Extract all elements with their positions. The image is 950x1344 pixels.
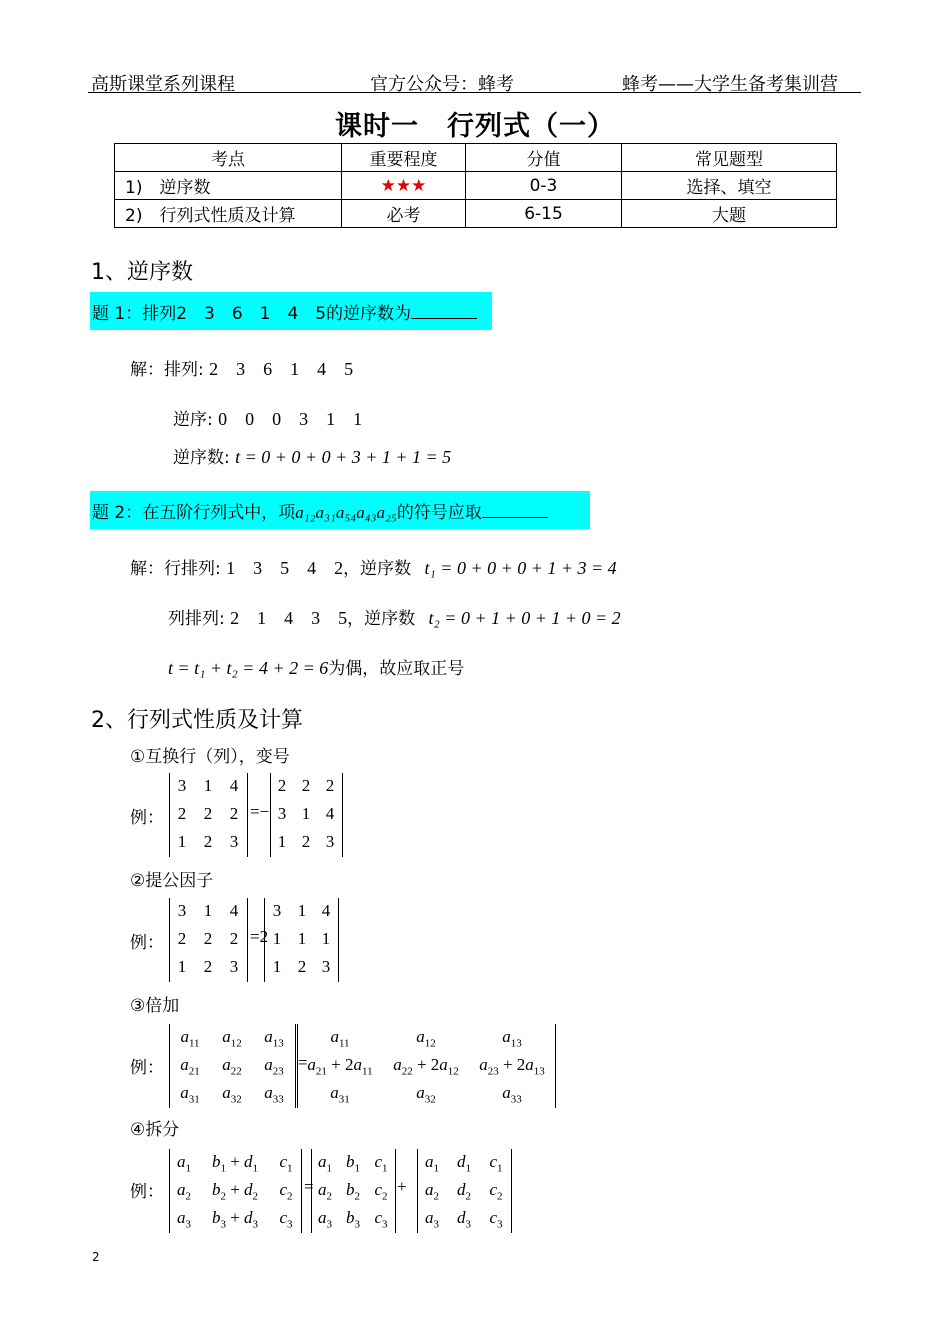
matrix-entry: $d_3$	[457, 1208, 471, 1231]
matrix-entry: 1	[203, 901, 213, 920]
determinant-bar-right	[511, 1149, 512, 1233]
matrix-entry: $c_1$	[374, 1152, 388, 1175]
term-expression: a₁₂a₃₁a₅₄a₄₃a₂₅	[295, 503, 397, 522]
table-header: 常见题型	[622, 144, 837, 172]
determinant-operator: =	[298, 1053, 308, 1072]
table-cell: 1) 逆序数	[115, 172, 342, 200]
col-permutation: 2 1 4 3 5	[230, 608, 348, 628]
matrix-entry: $d_2$	[457, 1180, 471, 1203]
matrix-entry: $c_2$	[489, 1180, 503, 1203]
matrix-entry: 1	[297, 901, 307, 920]
matrix-entry: $c_3$	[279, 1208, 293, 1231]
matrix-entry: 1	[203, 776, 213, 795]
table-header: 考点	[115, 144, 342, 172]
table-cell: 6-15	[466, 200, 622, 228]
matrix-entry: 2	[229, 804, 239, 823]
header-center: 官方公众号：蜂考	[370, 74, 514, 95]
property-1: ①互换行（列），变号	[130, 747, 290, 767]
matrix-entry: $d_1$	[457, 1152, 471, 1175]
matrix-entry: $c_3$	[374, 1208, 388, 1231]
matrix-entry: $c_1$	[489, 1152, 503, 1175]
matrix-entry: $a_2$	[318, 1180, 332, 1203]
matrix-entry: 2	[177, 804, 187, 823]
matrix-entry: $a_{32}$	[416, 1083, 436, 1106]
importance-stars: ★★★	[342, 172, 466, 200]
matrix-entry: 3	[229, 957, 239, 976]
matrix-entry: $a_{13}$	[502, 1027, 522, 1050]
answer-blank	[482, 501, 548, 518]
table-row	[115, 200, 837, 228]
table-cell: 大题	[622, 200, 837, 228]
count-expression: t = 0 + 0 + 0 + 3 + 1 + 1 = 5	[235, 447, 452, 467]
matrix-entry: 2	[301, 832, 311, 851]
row-permutation: 1 3 5 4 2	[226, 558, 344, 578]
matrix-entry: $b_1$	[346, 1152, 360, 1175]
page-number: 2	[92, 1250, 100, 1264]
final-text: 为偶，故应取正号	[328, 659, 465, 679]
matrix-entry: 2	[177, 929, 187, 948]
matrix-entry: $a_{11}$	[180, 1027, 200, 1050]
matrix-entry: 1	[272, 929, 282, 948]
determinant-operator: =	[304, 1177, 314, 1196]
example-label: 例：	[130, 808, 164, 828]
matrix-entry: $c_1$	[279, 1152, 293, 1175]
header-right: 蜂考——大学生备考集训营	[622, 74, 838, 95]
matrix-entry: 3	[229, 832, 239, 851]
matrix-entry: 1	[272, 957, 282, 976]
matrix-entry: $a_{33}$	[264, 1083, 284, 1106]
inversion-label: 逆序:	[173, 410, 213, 430]
q1-count-line	[173, 443, 451, 468]
property-3: ③倍加	[130, 996, 180, 1016]
matrix-entry: $a_{22} + 2a_{12}$	[393, 1055, 459, 1078]
matrix-entry: $c_2$	[279, 1180, 293, 1203]
table-cell: 2) 行列式性质及计算	[115, 200, 342, 228]
matrix-entry: 2	[203, 957, 213, 976]
matrix-entry: $a_1$	[318, 1152, 332, 1175]
row-perm-label: 解：行排列:	[130, 559, 221, 579]
matrix-entry: 2	[297, 957, 307, 976]
matrix-entry: 4	[321, 901, 331, 920]
table-header-row	[115, 144, 837, 172]
determinant-bar-right	[301, 1149, 302, 1233]
matrix-entry: $b_2$	[346, 1180, 360, 1203]
matrix-entry: $b_1 + d_1$	[211, 1152, 259, 1175]
matrix-entry: $a_{12}$	[416, 1027, 436, 1050]
property-2: ②提公因子	[130, 871, 214, 891]
q1-solution-line	[130, 355, 353, 381]
q2-final-line	[168, 654, 464, 679]
matrix-entry: 2	[277, 776, 287, 795]
matrix-entry: $a_3$	[177, 1208, 191, 1231]
matrix-entry: 3	[277, 804, 287, 823]
matrix-entry: 2	[203, 804, 213, 823]
determinant-bar-right	[247, 773, 248, 857]
determinant-operator: +	[397, 1177, 407, 1196]
table-row	[115, 172, 837, 200]
matrix-entry: 3	[177, 776, 187, 795]
permutation: 2 3 6 1 4 5	[209, 359, 354, 379]
question-1-prompt: 题 1：排列2 3 6 1 4 5的逆序数为	[92, 304, 412, 324]
determinant-operator: =2	[250, 927, 269, 946]
matrix-entry: 1	[301, 804, 311, 823]
matrix-entry: 1	[297, 929, 307, 948]
question-2-prompt-tail: 的符号应取	[396, 503, 482, 523]
matrix-entry: $a_{23} + 2a_{13}$	[479, 1055, 545, 1078]
matrix-entry: $a_{32}$	[222, 1083, 242, 1106]
determinant-bar-right	[555, 1024, 556, 1108]
matrix-entry: 4	[229, 776, 239, 795]
matrix-entry: 3	[177, 901, 187, 920]
table-cell: 选择、填空	[622, 172, 837, 200]
example-label: 例：	[130, 1182, 164, 1202]
matrix-entry: $a_2$	[425, 1180, 439, 1203]
determinant-bar-right	[338, 898, 339, 982]
matrix-entry: 2	[325, 776, 335, 795]
matrix-entry: $a_1$	[177, 1152, 191, 1175]
example-label: 例：	[130, 933, 164, 953]
col-expression: t₂ = 0 + 1 + 0 + 1 + 0 = 2	[428, 608, 621, 628]
matrix-entry: $a_{31}$	[330, 1083, 350, 1106]
determinant-bar-right	[342, 773, 343, 857]
col-mid-text: ，逆序数	[347, 609, 416, 629]
matrix-entry: 3	[321, 957, 331, 976]
solution-label: 解：排列:	[130, 360, 204, 380]
table-cell: 0-3	[466, 172, 622, 200]
matrix-entry: 4	[229, 901, 239, 920]
matrix-entry: $a_3$	[318, 1208, 332, 1231]
matrix-entry: $a_3$	[425, 1208, 439, 1231]
matrix-entry: 1	[277, 832, 287, 851]
matrix-entry: $b_3 + d_3$	[211, 1208, 259, 1231]
matrix-entry: $a_2$	[177, 1180, 191, 1203]
section-heading: 1、逆序数	[91, 260, 193, 285]
matrix-entry: $a_{11}$	[330, 1027, 350, 1050]
summary-table	[114, 143, 837, 228]
determinant-bar-right	[295, 1024, 296, 1108]
matrix-entry: $a_{21} + 2a_{11}$	[307, 1055, 373, 1078]
table-header: 分值	[466, 144, 622, 172]
question-1-banner	[90, 292, 492, 330]
property-4: ④拆分	[130, 1120, 180, 1140]
matrix-entry: $a_{12}$	[222, 1027, 242, 1050]
determinant-bar-right	[395, 1149, 396, 1233]
inversion-values: 0 0 0 3 1 1	[218, 409, 363, 429]
q1-inversion-line	[173, 405, 362, 431]
table-cell: 必考	[342, 200, 466, 228]
matrix-entry: 2	[203, 832, 213, 851]
matrix-entry: 1	[177, 957, 187, 976]
header-left: 高斯课堂系列课程	[91, 74, 235, 95]
page-title: 课时一 行列式（一）	[335, 111, 615, 142]
count-label: 逆序数:	[173, 448, 230, 468]
matrix-entry: 3	[272, 901, 282, 920]
matrix-entry: 1	[177, 832, 187, 851]
final-expression: t = t₁ + t₂ = 4 + 2 = 6	[168, 658, 329, 678]
matrix-entry: $a_{23}$	[264, 1055, 284, 1078]
matrix-entry: 4	[325, 804, 335, 823]
q2-row-line	[130, 554, 617, 580]
determinant-bar-right	[247, 898, 248, 982]
question-2-banner	[90, 491, 590, 529]
matrix-entry: $c_3$	[489, 1208, 503, 1231]
matrix-entry: $c_2$	[374, 1180, 388, 1203]
matrix-entry: $a_{31}$	[180, 1083, 200, 1106]
matrix-entry: $b_2 + d_2$	[211, 1180, 259, 1203]
matrix-entry: 2	[203, 929, 213, 948]
question-2-prompt: 题 2：在五阶行列式中，项	[92, 503, 296, 523]
table-header: 重要程度	[342, 144, 466, 172]
matrix-entry: $a_{33}$	[502, 1083, 522, 1106]
matrix-entry: 2	[301, 776, 311, 795]
example-label: 例：	[130, 1058, 164, 1078]
matrix-entry: $a_{21}$	[180, 1055, 200, 1078]
matrix-entry: $a_1$	[425, 1152, 439, 1175]
matrix-entry: 2	[229, 929, 239, 948]
matrix-entry: 3	[325, 832, 335, 851]
q2-col-line	[168, 604, 621, 630]
matrix-entry: $b_3$	[346, 1208, 360, 1231]
matrix-entry: 1	[321, 929, 331, 948]
row-expression: t₁ = 0 + 0 + 0 + 1 + 3 = 4	[424, 558, 617, 578]
determinant-operator: =−	[250, 802, 270, 821]
matrix-entry: $a_{13}$	[264, 1027, 284, 1050]
section-heading: 2、行列式性质及计算	[91, 708, 303, 733]
answer-blank	[411, 302, 477, 319]
header-rule	[88, 92, 861, 93]
col-perm-label: 列排列:	[168, 609, 225, 629]
row-mid-text: ，逆序数	[343, 559, 412, 579]
matrix-entry: $a_{22}$	[222, 1055, 242, 1078]
